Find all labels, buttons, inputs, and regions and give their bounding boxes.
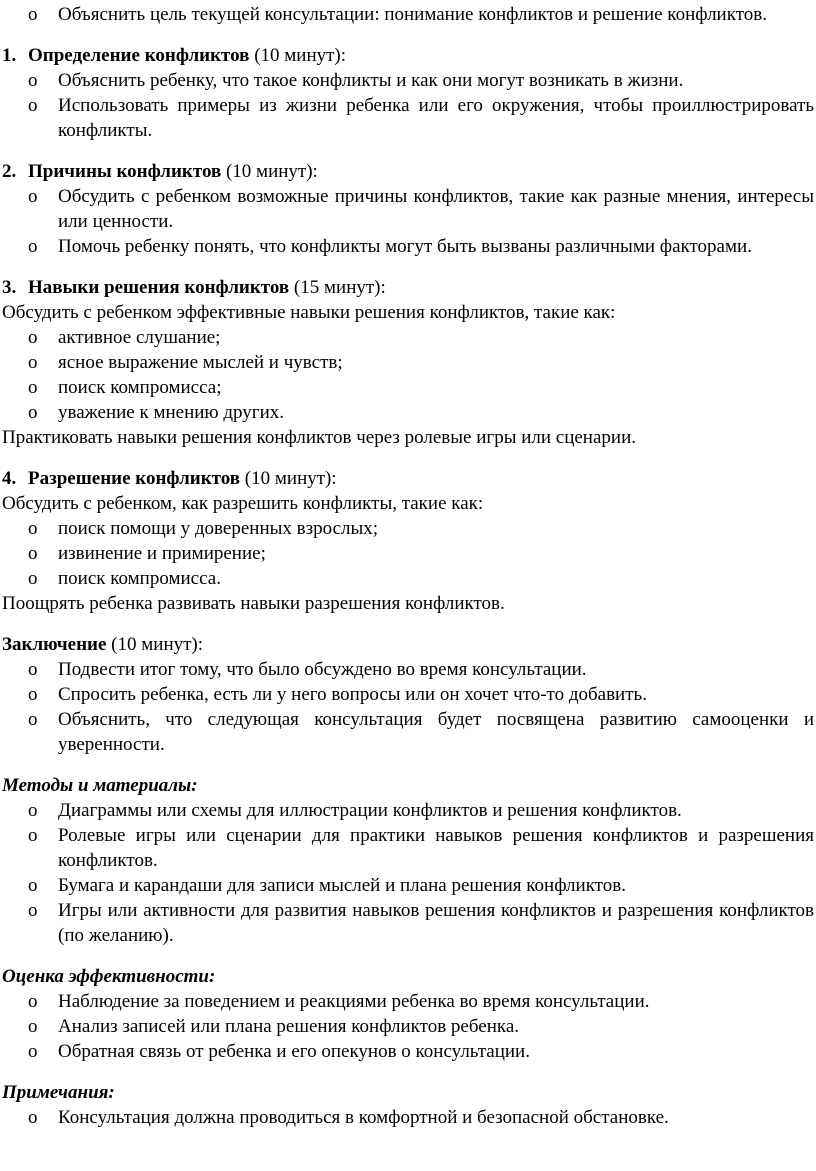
list-item: o Бумага и карандаши для записи мыслей и плана решения конфликтов.: [2, 873, 814, 898]
section-3-heading: [2, 275, 814, 300]
list-item: o Обсудить с ребенком возможные причины конфликтов, такие как разные мнения, интересы или ценности.: [2, 184, 814, 234]
section-tail: Поощрять ребенка развивать навыки разрешения конфликтов.: [2, 593, 505, 614]
section-1-heading: [2, 43, 814, 68]
list-item: o Помочь ребенку понять, что конфликты могут быть вызваны различными факторами.: [2, 234, 814, 259]
list-item: o поиск компромисса.: [2, 566, 814, 591]
list-item: o Объяснить ребенку, что такое конфликты и как они могут возникать в жизни.: [2, 68, 814, 93]
evaluation-list: [2, 989, 814, 1064]
list-item: o Ролевые игры или сценарии для практики навыков решения конфликтов и разрешения конфликтов.: [2, 823, 814, 873]
notes-heading: Примечания:: [2, 1082, 115, 1103]
section-2-heading: [2, 159, 814, 184]
section-time: (15 минут):: [289, 277, 386, 298]
list-item: o уважение к мнению других.: [2, 400, 814, 425]
section-number: 4.: [2, 468, 17, 489]
section-2-list: [2, 184, 814, 259]
notes-list: [2, 1105, 814, 1130]
list-item: o поиск помощи у доверенных взрослых;: [2, 516, 814, 541]
list-item: o извинение и примирение;: [2, 541, 814, 566]
section-title: Навыки решения конфликтов: [28, 277, 290, 298]
conclusion-time: (10 минут):: [106, 634, 204, 655]
conclusion-title: Заключение: [2, 634, 107, 655]
list-item: o Подвести итог тому, что было обсуждено во время консультации.: [2, 657, 814, 682]
list-item: o ясное выражение мыслей и чувств;: [2, 350, 814, 375]
section-4-list: [2, 516, 814, 591]
evaluation-heading: Оценка эффективности:: [2, 966, 216, 987]
document-content: [2, 2, 814, 1130]
section-title: Причины конфликтов: [28, 161, 222, 182]
section-time: (10 минут):: [240, 468, 337, 489]
list-item: o Диаграммы или схемы для иллюстрации конфликтов и решения конфликтов.: [2, 798, 814, 823]
section-number: 3.: [2, 277, 17, 298]
conclusion-heading: [2, 632, 814, 657]
list-item: o Объяснить цель текущей консультации: понимание конфликтов и решение конфликтов.: [2, 2, 814, 27]
section-title: Разрешение конфликтов: [28, 468, 241, 489]
section-1-list: [2, 68, 814, 143]
list-item: o Спросить ребенка, есть ли у него вопросы или он хочет что-то добавить.: [2, 682, 814, 707]
conclusion-list: [2, 657, 814, 757]
intro-list: [2, 2, 814, 27]
section-number: 1.: [2, 45, 17, 66]
list-item: o Консультация должна проводиться в комфортной и безопасной обстановке.: [2, 1105, 814, 1130]
section-4-heading: [2, 466, 814, 491]
section-time: (10 минут):: [221, 161, 318, 182]
section-3-list: [2, 325, 814, 425]
section-title: Определение конфликтов: [28, 45, 250, 66]
section-lead: Обсудить с ребенком, как разрешить конфликты, такие как:: [2, 493, 484, 514]
methods-heading: Методы и материалы:: [2, 775, 198, 796]
list-item: o Игры или активности для развития навыков решения конфликтов и разрешения конфликтов (по желанию).: [2, 898, 814, 948]
methods-list: [2, 798, 814, 948]
list-item: o Обратная связь от ребенка и его опекунов о консультации.: [2, 1039, 814, 1064]
list-item: o Использовать примеры из жизни ребенка или его окружения, чтобы проиллюстрировать конфликты.: [2, 93, 814, 143]
section-lead: Обсудить с ребенком эффективные навыки решения конфликтов, такие как:: [2, 302, 616, 323]
list-item: o Наблюдение за поведением и реакциями ребенка во время консультации.: [2, 989, 814, 1014]
list-item: o активное слушание;: [2, 325, 814, 350]
section-number: 2.: [2, 161, 17, 182]
section-time: (10 минут):: [249, 45, 347, 66]
list-item: o поиск компромисса;: [2, 375, 814, 400]
section-tail: Практиковать навыки решения конфликтов через ролевые игры или сценарии.: [2, 427, 636, 448]
list-item: o Анализ записей или плана решения конфликтов ребенка.: [2, 1014, 814, 1039]
list-item: o Объяснить, что следующая консультация будет посвящена развитию самооценки и уверенности.: [2, 707, 814, 757]
